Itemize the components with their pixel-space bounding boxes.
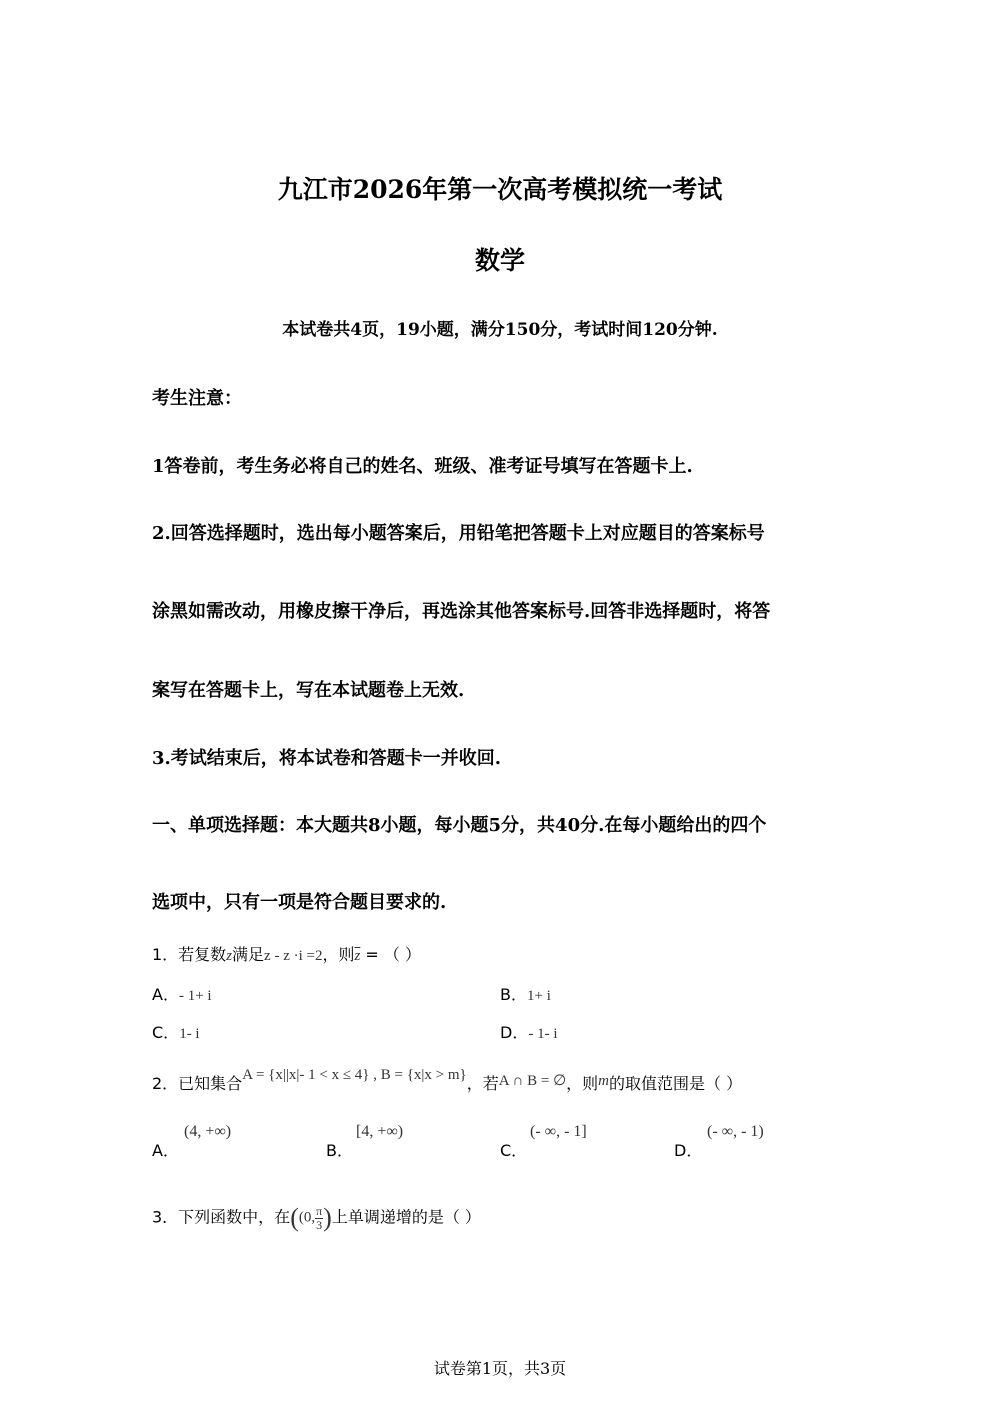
q1-option-b [500,982,551,1005]
q2-tail: 的取值范围是（ ） [609,1074,743,1093]
notice-heading: 考生注意： [152,388,242,409]
q3-interval-right: ) [323,1203,332,1232]
q2-option-b [326,1138,353,1161]
q3-interval-open: ( [290,1203,299,1232]
q1-option-a-label: A． [152,985,179,1004]
q1-mid: 满足 [232,945,265,964]
q3-interval-left: (0, [298,1209,316,1226]
q2-option-d-value: (- ∞, - 1) [707,1123,764,1140]
q2-separator: , [369,1067,381,1083]
q1-var-z: z [226,948,233,964]
q2-option-d-label: D． [674,1141,703,1160]
q2-var-m: m [598,1073,609,1089]
q2-option-c [500,1138,527,1161]
q2-ze: ，则 [566,1074,599,1093]
q3-tail: 上单调递增的是（ ） [331,1207,481,1227]
q2-option-c-label: C． [500,1141,528,1160]
q3-prefix: 3．下列函数中，在 [152,1207,291,1227]
q1-option-d-value: - 1- i [528,1026,558,1042]
notice-item-2-line-2: 涂黑如需改动，用橡皮擦干净后，再选涂其他答案标号.回答非选择题时，将答 [152,601,771,622]
exam-subject: 数学 [474,246,525,275]
section-1-heading-line-2: 选项中，只有一项是符合题目要求的. [152,892,447,913]
q1-option-c-value: 1- i [179,1026,200,1042]
q1-option-a-value: - 1+ i [178,988,212,1004]
q1-option-d-label: D． [500,1023,529,1042]
q1-equals-blank: = （ ） [360,945,422,964]
q3-pi-over-3 [315,1205,323,1232]
notice-item-2-line-1: 2.回答选择题时，选出每小题答案后，用铅笔把答题卡上对应题目的答案标号 [152,523,765,544]
q1-option-b-label: B． [500,985,527,1004]
q1-condition: z - z ·i =2 [264,948,323,964]
q2-prefix: 2．已知集合 [152,1074,243,1093]
q1-option-d [500,1020,558,1043]
exam-title: 九江市2026年第一次高考模拟统一考试 [277,175,723,204]
q2-option-a-label: A． [152,1141,179,1160]
q3-frac-num: π [316,1203,323,1218]
q1-then: ，则 [322,945,355,964]
question-3 [152,1203,481,1233]
q2-option-c-value: (- ∞, - 1] [530,1123,587,1140]
question-1 [152,942,421,965]
exam-info: 本试卷共4页，19小题，满分150分，考试时间120分钟. [282,320,718,340]
q2-option-d [674,1138,702,1161]
q1-option-a [152,982,212,1005]
q2-ruo: ，若 [466,1074,499,1093]
q2-intersection: A ∩ B = ∅ [498,1073,567,1089]
q1-option-b-value: 1+ i [526,988,551,1004]
section-1-heading-line-1: 一、单项选择题：本大题共8小题，每小题5分，共40分.在每小题给出的四个 [152,815,767,836]
q2-option-b-value: [4, +∞) [356,1123,404,1140]
q2-option-a [152,1138,179,1161]
q3-frac-den: 3 [316,1217,323,1232]
q1-prefix: 1．若复数 [152,945,227,964]
notice-item-2-line-3: 案写在答题卡上，写在本试题卷上无效. [152,680,465,701]
page-footer: 试卷第1页，共3页 [433,1359,567,1378]
q2-option-a-value: (4, +∞) [184,1123,232,1140]
notice-item-1: 1答卷前，考生务必将自己的姓名、班级、准考证号填写在答题卡上. [152,456,693,477]
notice-item-3: 3.考试结束后，将本试卷和答题卡一并收回. [152,748,502,769]
q1-option-c [152,1020,200,1043]
q2-set-b: B = {x|x > m} [380,1067,467,1083]
q2-option-b-label: B． [326,1141,353,1160]
q1-z-conjugate: $\overline{z}$ [354,948,361,964]
q2-set-a: A = {x||x|- 1 < x ≤ 4} [242,1067,370,1083]
question-2 [152,1067,743,1094]
q1-option-c-label: C． [152,1023,180,1042]
